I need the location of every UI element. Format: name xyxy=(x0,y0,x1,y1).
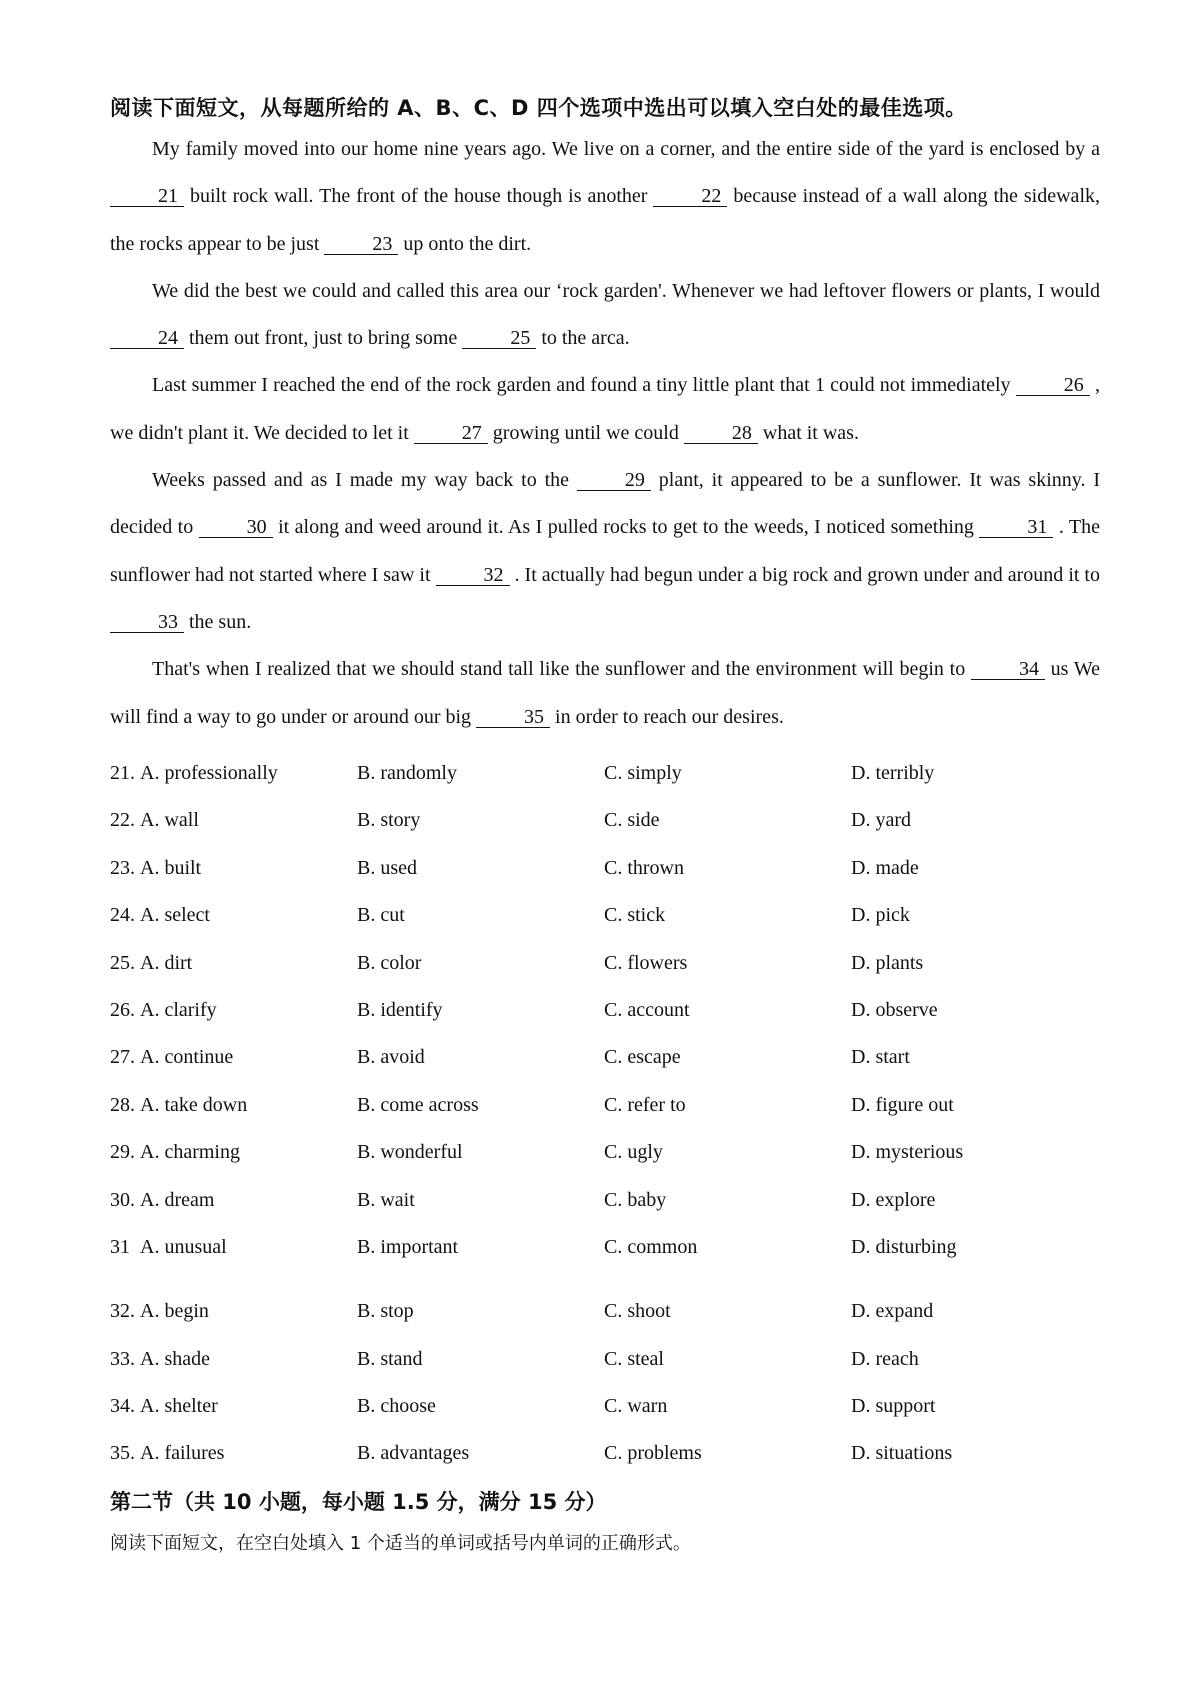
option-d: D. disturbing xyxy=(851,1235,957,1258)
blank-30: 30 xyxy=(199,517,273,538)
question-number: 21. xyxy=(110,762,135,784)
option-b: B. avoid xyxy=(357,1046,425,1069)
question-row xyxy=(110,1442,1110,1489)
passage-text: us We will find a way to go under or around our big xyxy=(110,658,1100,728)
blank-22: 22 xyxy=(653,186,727,207)
section-instruction-heading: 阅读下面短文，从每题所给的 A、B、C、D 四个选项中选出可以填入空白处的最佳选项。 xyxy=(110,96,967,120)
question-row xyxy=(110,1348,1110,1395)
blank-35: 35 xyxy=(476,707,550,728)
option-a: A. clarify xyxy=(140,998,217,1021)
option-c: C. stick xyxy=(604,904,666,927)
blank-26: 26 xyxy=(1016,375,1090,396)
option-d: D. plants xyxy=(851,951,924,974)
option-d: D. yard xyxy=(851,809,911,832)
question-number: 30. xyxy=(110,1188,135,1211)
option-d: D. expand xyxy=(851,1300,934,1323)
option-a: A. take down xyxy=(140,1093,248,1116)
question-number: 26. xyxy=(110,998,135,1021)
option-c: C. problems xyxy=(604,1442,702,1465)
option-c: C. baby xyxy=(604,1188,667,1211)
option-d: D. start xyxy=(851,1046,910,1069)
option-c: C. steal xyxy=(604,1347,664,1370)
question-row xyxy=(110,1094,1110,1141)
option-b: B. stand xyxy=(357,1347,423,1370)
passage-text: . The sunflower had not started where I saw it xyxy=(110,516,1101,586)
option-d: D. situations xyxy=(851,1442,953,1465)
passage-text: , we didn't plant it. We decided to let it xyxy=(110,374,1100,444)
question-row xyxy=(110,857,1110,904)
question-row xyxy=(110,1141,1110,1188)
option-d: D. support xyxy=(851,1395,936,1418)
passage-text: in order to reach our desires. xyxy=(550,705,784,728)
option-a: A. failures xyxy=(140,1442,225,1465)
option-b: B. story xyxy=(357,809,421,832)
question-row xyxy=(110,999,1110,1046)
option-a: A. shade xyxy=(140,1347,210,1370)
question-number: 22. xyxy=(110,809,135,832)
passage-text: growing until we could xyxy=(487,421,684,444)
question-number: 24. xyxy=(110,904,135,927)
question-row xyxy=(110,952,1110,999)
question-row xyxy=(110,1300,1110,1347)
option-b: B. color xyxy=(357,951,422,974)
passage-text: Weeks passed and as I made my way back to the xyxy=(152,469,577,492)
passage-paragraph-4 xyxy=(110,457,1100,646)
option-a: A. select xyxy=(140,904,210,927)
option-b: B. advantages xyxy=(357,1442,470,1465)
passage-text: plant, it appeared to be a sunflower. It was skinny. I decided to xyxy=(110,469,1100,539)
blank-28: 28 xyxy=(684,423,758,444)
option-b: B. identify xyxy=(357,998,443,1021)
option-c: C. account xyxy=(604,998,690,1021)
question-row xyxy=(110,809,1110,856)
question-number: 28. xyxy=(110,1093,135,1116)
passage-text: built rock wall. The front of the house though is another xyxy=(184,185,654,208)
passage-text: because instead of a wall along the sidewalk, the rocks appear to be just xyxy=(110,185,1100,255)
blank-24: 24 xyxy=(110,328,184,349)
option-c: C. refer to xyxy=(604,1093,686,1116)
passage-text: to the arca. xyxy=(536,327,630,350)
option-c: C. warn xyxy=(604,1395,668,1418)
option-a: A. charming xyxy=(140,1141,240,1164)
question-row xyxy=(110,762,1110,809)
option-b: B. stop xyxy=(357,1300,414,1323)
option-c: C. side xyxy=(604,809,660,832)
blank-34: 34 xyxy=(971,659,1045,680)
cloze-passage xyxy=(110,126,1100,741)
option-b: B. wait xyxy=(357,1188,415,1211)
option-d: D. pick xyxy=(851,904,910,927)
question-number: 31 xyxy=(110,1235,130,1258)
passage-text: it along and weed around it. As I pulled rocks to get to the weeds, I noticed something xyxy=(272,516,980,539)
option-a: A. shelter xyxy=(140,1395,218,1418)
option-b: B. wonderful xyxy=(357,1141,463,1164)
option-d: D. observe xyxy=(851,998,938,1021)
option-c: C. shoot xyxy=(604,1300,671,1323)
option-c: C. escape xyxy=(604,1046,681,1069)
passage-text: the sun. xyxy=(184,610,252,633)
option-d: D. mysterious xyxy=(851,1141,964,1164)
passage-text: up onto the dirt. xyxy=(398,232,532,255)
option-a: A. built xyxy=(140,856,202,879)
answer-options-list xyxy=(110,762,1110,1490)
passage-text: That's when I realized that we should stand tall like the sunflower and the environment will begin to xyxy=(152,658,971,681)
question-number: 35. xyxy=(110,1442,135,1465)
section-2-title: 第二节（共 10 小题，每小题 1.5 分，满分 15 分） xyxy=(110,1490,607,1514)
option-c: C. flowers xyxy=(604,951,688,974)
option-b: B. cut xyxy=(357,904,405,927)
question-number: 27. xyxy=(110,1046,135,1069)
passage-text: them out front, just to bring some xyxy=(184,327,463,350)
option-b: B. randomly xyxy=(357,762,457,784)
option-a: A. dream xyxy=(140,1188,215,1211)
passage-paragraph-2 xyxy=(110,268,1100,363)
blank-31: 31 xyxy=(979,517,1053,538)
option-d: D. terribly xyxy=(851,762,935,784)
question-number: 23. xyxy=(110,856,135,879)
option-a: A. continue xyxy=(140,1046,234,1069)
option-a: A. wall xyxy=(140,809,199,832)
question-number: 32. xyxy=(110,1300,135,1323)
passage-text: We did the best we could and called this area our ‘rock garden'. Whenever we had leftover flowers or plants, I would xyxy=(152,279,1100,302)
option-b: B. choose xyxy=(357,1395,436,1418)
option-c: C. simply xyxy=(604,762,682,784)
question-row xyxy=(110,1189,1110,1236)
option-c: C. common xyxy=(604,1235,698,1258)
option-d: D. made xyxy=(851,856,919,879)
blank-23: 23 xyxy=(324,234,398,255)
blank-25: 25 xyxy=(462,328,536,349)
question-row xyxy=(110,1236,1110,1283)
blank-33: 33 xyxy=(110,612,184,633)
option-a: A. dirt xyxy=(140,951,193,974)
passage-paragraph-1 xyxy=(110,126,1100,268)
passage-text: Last summer I reached the end of the rock garden and found a tiny little plant that 1 could not immediately xyxy=(152,374,1016,397)
question-number: 33. xyxy=(110,1347,135,1370)
option-c: C. ugly xyxy=(604,1141,663,1164)
passage-text: . It actually had begun under a big rock and grown under and around it to xyxy=(509,563,1100,586)
blank-21: 21 xyxy=(110,186,184,207)
section-2-instruction: 阅读下面短文，在空白处填入 1 个适当的单词或括号内单词的正确形式。 xyxy=(110,1533,691,1554)
question-row xyxy=(110,904,1110,951)
question-number: 34. xyxy=(110,1395,135,1418)
option-b: B. used xyxy=(357,856,417,879)
question-row xyxy=(110,1395,1110,1442)
passage-paragraph-3 xyxy=(110,362,1100,457)
option-d: D. explore xyxy=(851,1188,936,1211)
passage-paragraph-5 xyxy=(110,646,1100,741)
option-d: D. figure out xyxy=(851,1093,954,1116)
blank-29: 29 xyxy=(577,470,651,491)
option-b: B. come across xyxy=(357,1093,479,1116)
option-a: A. unusual xyxy=(140,1235,227,1258)
question-row xyxy=(110,1046,1110,1093)
option-a: A. professionally xyxy=(140,762,278,784)
blank-32: 32 xyxy=(436,565,510,586)
question-number: 29. xyxy=(110,1141,135,1164)
passage-text: what it was. xyxy=(757,421,859,444)
question-number: 25. xyxy=(110,951,135,974)
option-d: D. reach xyxy=(851,1347,919,1370)
option-b: B. important xyxy=(357,1235,459,1258)
option-c: C. thrown xyxy=(604,856,684,879)
blank-27: 27 xyxy=(414,423,488,444)
passage-text: My family moved into our home nine years ago. We live on a corner, and the entire side of the yard is enclosed by a xyxy=(152,138,1100,160)
option-a: A. begin xyxy=(140,1300,209,1323)
